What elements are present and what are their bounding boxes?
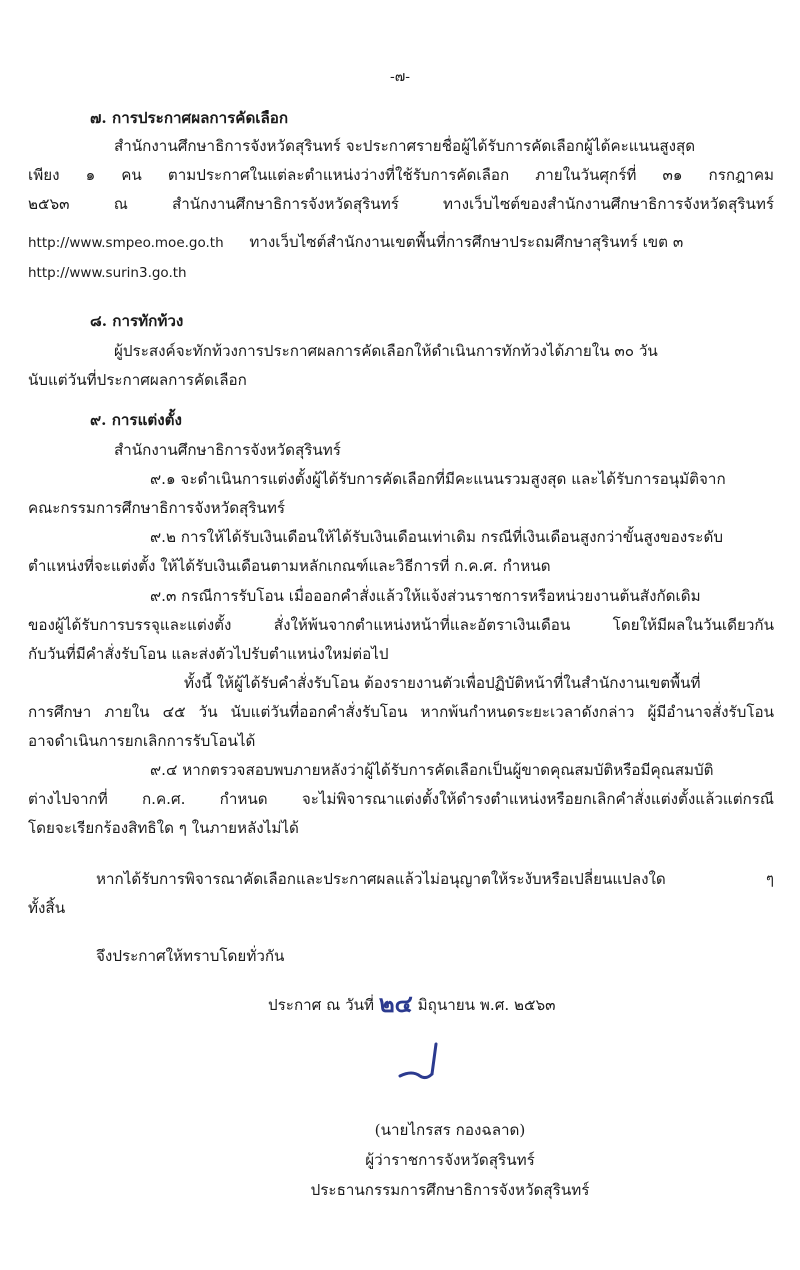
announce-date (268, 990, 556, 1018)
signatory-title-2: ประธานกรรมการศึกษาธิการจังหวัดสุรินทร์ (310, 1181, 590, 1199)
section-7-line-2: เพียง ๑ คน ตามประกาศในแต่ละตำแหน่งว่างที่ใช้รับการคัดเลือก ภายในวันศุกร์ที่ ๓๑ กรกฎาคม (28, 166, 774, 184)
section-8-heading: ๘. การทักท้วง (90, 312, 184, 330)
page-number: -๗- (390, 69, 410, 85)
section-7-heading: ๗. การประกาศผลการคัดเลือก (90, 109, 289, 127)
section-7-line-5 (28, 262, 187, 283)
section-9-3-line-1: ๙.๓ กรณีการรับโอน เมื่อออกคำสั่งแล้วให้แจ้งส่วนราชการหรือหน่วยงานต้นสังกัดเดิม (150, 587, 701, 605)
section-8-line-1: ผู้ประสงค์จะทักท้วงการประกาศผลการคัดเลือกให้ดำเนินการทักท้วงได้ภายใน ๓๐ วัน (114, 342, 658, 360)
section-8-line-2: นับแต่วันที่ประกาศผลการคัดเลือก (28, 371, 247, 389)
section-9-4-line-2: ต่างไปจากที่ ก.ค.ศ. กำหนด จะไม่พิจารณาแต่งตั้งให้ดำรงตำแหน่งหรือยกเลิกคำสั่งแต่งตั้งแล้วแต่กรณี (28, 790, 774, 808)
section-7-line-1: สำนักงานศึกษาธิการจังหวัดสุรินทร์ จะประกาศรายชื่อผู้ได้รับการคัดเลือกผู้ได้คะแนนสูงสุด (114, 137, 696, 155)
section-9-1-line-2: คณะกรรมการศึกษาธิการจังหวัดสุรินทร์ (28, 499, 286, 517)
closing-line-1: หากได้รับการพิจารณาคัดเลือกและประกาศผลแล้วไม่อนุญาตให้ระงับหรือเปลี่ยนแปลงใด ๆ (96, 870, 774, 888)
announce-line: จึงประกาศให้ทราบโดยทั่วกัน (96, 947, 285, 965)
section-9-3-line-3: กับวันที่มีคำสั่งรับโอน และส่งตัวไปรับตำแหน่งใหม่ต่อไป (28, 645, 389, 663)
signatory-title-1: ผู้ว่าราชการจังหวัดสุรินทร์ (365, 1151, 535, 1169)
section-9-4-line-3: โดยจะเรียกร้องสิทธิใด ๆ ในภายหลังไม่ได้ (28, 819, 299, 837)
section-9-2-line-2: ตำแหน่งที่จะแต่งตั้ง ให้ได้รับเงินเดือนตามหลักเกณฑ์และวิธีการที่ ก.ค.ศ. กำหนด (28, 557, 551, 575)
closing-line-2: ทั้งสิ้น (28, 899, 66, 917)
section-9-intro: สำนักงานศึกษาธิการจังหวัดสุรินทร์ (114, 441, 341, 459)
section-7-line-4-text: ทางเว็บไซต์สำนักงานเขตพื้นที่การศึกษาประถมศึกษาสุรินทร์ เขต ๓ (249, 233, 684, 251)
signatory-name: (นายไกรสร กองฉลาด) (374, 1121, 526, 1139)
surin3-url[interactable]: http://www.surin3.go.th (28, 265, 187, 281)
section-9-2-line-1: ๙.๒ การให้ได้รับเงินเดือนให้ได้รับเงินเดือนเท่าเดิม กรณีที่เงินเดือนสูงกว่าขั้นสูงของระดับ (150, 528, 723, 546)
section-9-4-line-1: ๙.๔ หากตรวจสอบพบภายหลังว่าผู้ได้รับการคัดเลือกเป็นผู้ขาดคุณสมบัติหรือมีคุณสมบัติ (150, 761, 714, 779)
handwritten-signature (360, 1040, 480, 1080)
section-9-3b-line-2: การศึกษา ภายใน ๔๕ วัน นับแต่วันที่ออกคำสั่งรับโอน หากพ้นกำหนดระยะเวลาดังกล่าว ผู้มีอำนาจสั่งรับโอน (28, 703, 774, 721)
date-day-handwritten: ๒๔ (378, 990, 413, 1018)
section-9-3-line-2: ของผู้ได้รับการบรรจุและแต่งตั้ง สั่งให้พ้นจากตำแหน่งหน้าที่และอัตราเงินเดือน โดยให้มีผลในวันเดียวกัน (28, 616, 774, 634)
smpeo-url[interactable]: http://www.smpeo.moe.go.th (28, 235, 224, 251)
section-9-3b-line-1: ทั้งนี้ ให้ผู้ได้รับคำสั่งรับโอน ต้องรายงานตัวเพื่อปฏิบัติหน้าที่ในสำนักงานเขตพื้นที่ (184, 674, 701, 692)
section-9-1-line-1: ๙.๑ จะดำเนินการแต่งตั้งผู้ได้รับการคัดเลือกที่มีคะแนนรวมสูงสุด และได้รับการอนุมัติจาก (150, 470, 726, 488)
section-7-line-4 (28, 232, 683, 253)
date-suffix: มิถุนายน พ.ศ. ๒๕๖๓ (417, 996, 556, 1014)
section-9-heading: ๙. การแต่งตั้ง (90, 411, 182, 429)
section-7-line-3: ๒๕๖๓ ณ สำนักงานศึกษาธิการจังหวัดสุรินทร์ ทางเว็บไซต์ของสำนักงานศึกษาธิการจังหวัดสุรินทร์ (28, 195, 774, 213)
section-9-3b-line-3: อาจดำเนินการยกเลิกการรับโอนได้ (28, 732, 256, 750)
date-prefix: ประกาศ ณ วันที่ (268, 996, 374, 1014)
